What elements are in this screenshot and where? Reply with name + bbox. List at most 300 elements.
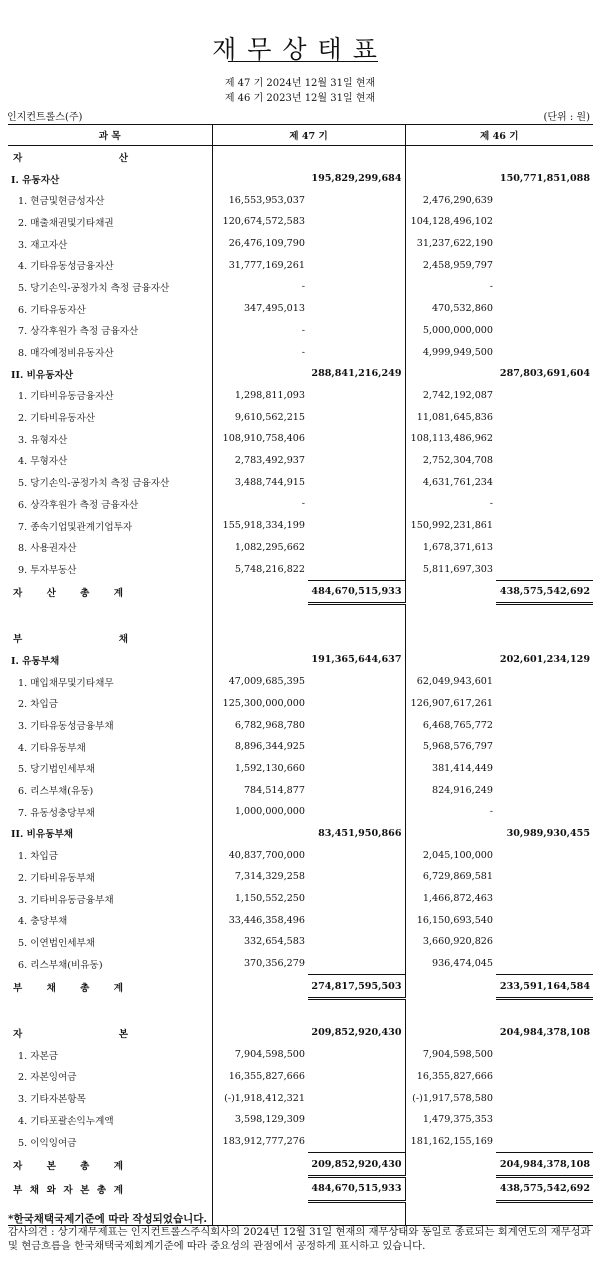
spread-char: 계 — [113, 982, 123, 994]
prior-subtotal-amount — [496, 1201, 593, 1225]
account-cell: 4. 충당부채 — [8, 909, 212, 931]
prior-subtotal-amount — [496, 736, 593, 758]
current-item-amount: 1,000,000,000 — [234, 806, 305, 818]
table-row — [8, 450, 593, 472]
prior-subtotal-amount — [496, 1066, 593, 1088]
current-item-amount — [212, 1022, 308, 1044]
current-subtotal-amount — [308, 146, 405, 168]
current-item-amount: 6,782,968,780 — [234, 719, 305, 731]
account-cell: 7. 유동성충당부채 — [8, 801, 212, 823]
spread-char: 부 — [13, 982, 23, 994]
prior-item-amount: 104,128,496,102 — [410, 216, 494, 228]
header-account: 과 목 — [8, 125, 212, 146]
table-row — [8, 975, 593, 999]
account-cell: 3. 유형자산 — [8, 428, 212, 450]
table-row — [8, 1153, 593, 1177]
account-cell: 2. 기타비유동자산 — [8, 406, 212, 428]
current-item-amount: 183,912,777,276 — [222, 1136, 305, 1148]
prior-subtotal-amount — [496, 146, 593, 168]
current-subtotal-amount — [308, 866, 405, 888]
account-cell: 5. 이익잉여금 — [8, 1131, 212, 1153]
current-item-amount — [212, 649, 308, 671]
current-subtotal-amount — [308, 254, 405, 276]
current-item-amount: 155,918,334,199 — [222, 520, 305, 532]
account-cell: 2. 차입금 — [8, 693, 212, 715]
table-row — [8, 823, 593, 845]
prior-subtotal-amount — [496, 1044, 593, 1066]
spread-char: 총 — [80, 1160, 90, 1172]
table-row — [8, 909, 593, 931]
current-subtotal-amount — [308, 1066, 405, 1088]
account-cell: 7. 종속기업및관계기업투자 — [8, 515, 212, 537]
prior-item-amount: 936,474,045 — [431, 958, 494, 970]
account-cell: 8. 사용권자산 — [8, 536, 212, 558]
prior-item-amount: 5,968,576,797 — [422, 741, 494, 753]
current-subtotal-amount — [308, 779, 405, 801]
prior-item-amount: 16,355,827,666 — [416, 1070, 494, 1082]
current-item-amount — [212, 627, 308, 649]
spread-char: 채 — [118, 634, 128, 646]
table-row — [8, 189, 593, 211]
spread-char: 자 — [63, 1184, 73, 1196]
prior-item-amount — [405, 363, 496, 385]
prior-item-amount — [405, 627, 496, 649]
footnote-basis: *한국채택국제기준에 따라 작성되었습니다. — [8, 1213, 208, 1225]
prior-item-amount: (-)1,917,578,580 — [412, 1092, 494, 1104]
current-subtotal-amount — [308, 189, 405, 211]
prior-item-amount: 470,532,860 — [431, 303, 494, 315]
spread-char: 자 — [13, 1028, 23, 1040]
table-row — [8, 276, 593, 298]
current-item-amount: 1,298,811,093 — [234, 389, 305, 401]
current-item-amount — [212, 168, 308, 190]
prior-subtotal-amount — [496, 714, 593, 736]
current-item-amount — [212, 1201, 308, 1225]
account-cell: 2. 기타비유동부채 — [8, 866, 212, 888]
prior-subtotal-amount: 30,989,930,455 — [506, 827, 591, 839]
account-cell: 4. 무형자산 — [8, 450, 212, 472]
current-subtotal-amount — [308, 428, 405, 450]
prior-item-amount — [405, 168, 496, 190]
prior-item-amount: 381,414,449 — [431, 762, 494, 774]
table-row — [8, 168, 593, 190]
current-subtotal-amount: 83,451,950,866 — [308, 823, 405, 845]
prior-subtotal-amount: 204,984,378,108 — [496, 1153, 593, 1177]
table-row — [8, 406, 593, 428]
spread-char: 자 — [13, 152, 23, 164]
prior-item-amount: 1,479,375,353 — [422, 1114, 494, 1126]
spacer-row — [8, 999, 593, 1023]
account-cell: II. 비유동자산 — [8, 363, 212, 385]
table-row — [8, 1066, 593, 1088]
prior-item-amount: 11,081,645,836 — [416, 411, 494, 423]
prior-item-amount: 150,992,231,861 — [410, 520, 494, 532]
table-row — [8, 341, 593, 363]
spread-char: 부 — [13, 1184, 23, 1196]
table-row — [8, 931, 593, 953]
account-cell: 1. 현금및현금성자산 — [8, 189, 212, 211]
prior-item-amount: 4,999,949,500 — [422, 346, 494, 358]
prior-item-amount — [405, 999, 496, 1023]
current-subtotal-amount: 288,841,216,249 — [308, 363, 405, 385]
current-item-amount — [212, 1153, 308, 1177]
account-cell: 4. 기타포괄손익누계액 — [8, 1109, 212, 1131]
prior-item-amount — [405, 604, 496, 628]
prior-item-amount — [405, 975, 496, 999]
spread-label — [11, 1026, 128, 1040]
current-subtotal-amount — [308, 385, 405, 407]
prior-subtotal-amount: 204,984,378,108 — [499, 1027, 591, 1039]
spread-char: 산 — [46, 588, 56, 600]
prior-subtotal-amount — [496, 493, 593, 515]
prior-item-amount — [405, 1176, 496, 1201]
table-row — [8, 385, 593, 407]
current-subtotal-amount — [308, 493, 405, 515]
account-cell: 5. 당기손익-공정가치 측정 금융자산 — [8, 471, 212, 493]
current-item-amount: 1,082,295,662 — [234, 541, 305, 553]
table-row — [8, 471, 593, 493]
current-subtotal-amount: 484,670,515,933 — [308, 580, 405, 604]
spread-char: 총 — [96, 1184, 107, 1196]
current-subtotal-amount — [308, 298, 405, 320]
prior-subtotal-amount — [496, 276, 593, 298]
prior-item-amount — [405, 1201, 496, 1225]
prior-subtotal-amount — [496, 515, 593, 537]
table-row — [8, 866, 593, 888]
prior-item-amount — [405, 146, 496, 168]
prior-subtotal-amount — [496, 1109, 593, 1131]
audit-opinion: 감사의견 : 상기재무제표는 인지컨트롤스주식회사의 2024년 12월 31일 현재의 재무상태와 동일로 종료되는 회계연도의 재무성과 및 현금흐름을 한국채택국제회계기준에 따라 중요성의 관점에서 공정하게 표시하고 있습니다. — [8, 1226, 591, 1252]
prior-item-amount: 108,113,486,962 — [410, 433, 494, 445]
spread-char: 본 — [46, 1160, 56, 1172]
header-current: 제 47 기 — [212, 125, 405, 146]
table-row — [8, 211, 593, 233]
table-row — [8, 1087, 593, 1109]
current-item-amount: 1,150,552,250 — [234, 893, 305, 905]
current-subtotal-amount — [308, 536, 405, 558]
current-item-amount: - — [301, 324, 305, 336]
table-row — [8, 758, 593, 780]
table-row — [8, 693, 593, 715]
prior-item-amount: 4,631,761,234 — [422, 476, 494, 488]
account-cell: 3. 기타자본항목 — [8, 1087, 212, 1109]
period-prior: 제 46 기 2023년 12월 31일 현재 — [224, 93, 376, 104]
table-row — [8, 320, 593, 342]
current-item-amount: 5,748,216,822 — [234, 563, 305, 575]
table-row — [8, 888, 593, 910]
account-cell: 6. 기타유동자산 — [8, 298, 212, 320]
current-subtotal-amount — [308, 211, 405, 233]
table-row — [8, 254, 593, 276]
prior-item-amount: 5,000,000,000 — [422, 324, 494, 336]
table-row — [8, 627, 593, 649]
current-item-amount: 33,446,358,496 — [228, 914, 305, 926]
spread-label — [11, 980, 123, 994]
account-cell: 4. 기타유동부채 — [8, 736, 212, 758]
prior-subtotal-amount — [496, 888, 593, 910]
current-item-amount: 40,837,700,000 — [228, 849, 305, 861]
account-cell: I. 유동자산 — [8, 168, 212, 190]
prior-item-amount — [405, 649, 496, 671]
prior-item-amount: 824,916,249 — [431, 784, 494, 796]
current-item-amount: - — [301, 281, 305, 293]
current-subtotal-amount — [308, 888, 405, 910]
account-cell — [8, 1176, 212, 1201]
prior-item-amount: 126,907,617,261 — [410, 697, 494, 709]
prior-subtotal-amount — [496, 558, 593, 580]
account-cell: 6. 리스부채(비유동) — [8, 953, 212, 975]
prior-subtotal-amount — [496, 953, 593, 975]
spread-label — [11, 1182, 123, 1196]
current-item-amount: - — [301, 498, 305, 510]
account-cell — [8, 1153, 212, 1177]
current-subtotal-amount — [308, 515, 405, 537]
prior-subtotal-amount — [496, 779, 593, 801]
prior-subtotal-amount — [496, 536, 593, 558]
spread-char: 계 — [113, 588, 123, 600]
account-cell: 5. 당기손익-공정가치 측정 금융자산 — [8, 276, 212, 298]
current-item-amount — [212, 999, 308, 1023]
account-cell: 1. 자본금 — [8, 1044, 212, 1066]
prior-item-amount: 1,678,371,613 — [422, 541, 494, 553]
prior-subtotal-amount — [496, 1087, 593, 1109]
page-title: 재무상태표 — [212, 35, 388, 64]
current-item-amount: 108,910,758,406 — [222, 433, 305, 445]
table-row — [8, 493, 593, 515]
prior-subtotal-amount — [496, 385, 593, 407]
spacer-row — [8, 604, 593, 628]
current-item-amount: 9,610,562,215 — [234, 411, 305, 423]
account-cell: 3. 기타비유동금융부채 — [8, 888, 212, 910]
account-cell: 5. 당기법인세부채 — [8, 758, 212, 780]
account-cell: 2. 자본잉여금 — [8, 1066, 212, 1088]
prior-item-amount: 2,752,304,708 — [422, 454, 494, 466]
current-item-amount: 7,314,329,258 — [234, 871, 305, 883]
current-item-amount: (-)1,918,412,321 — [224, 1092, 305, 1104]
prior-subtotal-amount — [496, 320, 593, 342]
prior-subtotal-amount — [496, 298, 593, 320]
account-cell: 9. 투자부동산 — [8, 558, 212, 580]
table-row — [8, 671, 593, 693]
spread-char: 총 — [80, 588, 90, 600]
prior-item-amount: 181,162,155,169 — [410, 1136, 494, 1148]
account-cell: 6. 리스부채(유동) — [8, 779, 212, 801]
current-item-amount — [212, 363, 308, 385]
spread-char: 계 — [113, 1184, 123, 1196]
table-row — [8, 801, 593, 823]
prior-subtotal-amount — [496, 627, 593, 649]
current-item-amount: 1,592,130,660 — [234, 762, 305, 774]
current-item-amount: 47,009,685,395 — [228, 676, 305, 688]
current-subtotal-amount — [308, 1131, 405, 1153]
account-cell: 7. 상각후원가 측정 금융자산 — [8, 320, 212, 342]
balance-sheet-table — [8, 124, 593, 1226]
account-cell: 8. 매각예정비유동자산 — [8, 341, 212, 363]
current-item-amount — [212, 975, 308, 999]
current-item-amount: 370,356,279 — [243, 958, 305, 970]
account-cell: II. 비유동부채 — [8, 823, 212, 845]
account-cell: 3. 재고자산 — [8, 233, 212, 255]
table-row — [8, 515, 593, 537]
account-cell — [8, 627, 212, 649]
current-item-amount: 8,896,344,925 — [234, 741, 305, 753]
account-cell: I. 유동부채 — [8, 649, 212, 671]
company-name: 인지컨트롤스(주) — [7, 112, 83, 123]
table-row — [8, 953, 593, 975]
prior-subtotal-amount: 287,803,691,604 — [499, 368, 591, 380]
prior-subtotal-amount — [496, 189, 593, 211]
prior-subtotal-amount — [496, 450, 593, 472]
current-subtotal-amount — [308, 1087, 405, 1109]
current-subtotal-amount — [308, 801, 405, 823]
account-cell — [8, 999, 212, 1023]
table-row — [8, 714, 593, 736]
prior-subtotal-amount: 438,575,542,692 — [496, 580, 593, 604]
account-cell — [8, 580, 212, 604]
current-subtotal-amount — [308, 558, 405, 580]
current-subtotal-amount: 484,670,515,933 — [308, 1176, 405, 1201]
account-cell: 2. 매출채권및기타채권 — [8, 211, 212, 233]
current-subtotal-amount — [308, 671, 405, 693]
current-item-amount: 125,300,000,000 — [222, 697, 305, 709]
spread-label — [11, 585, 123, 599]
spread-char: 산 — [118, 152, 128, 164]
current-subtotal-amount: 209,852,920,430 — [308, 1153, 405, 1177]
current-item-amount: 347,495,013 — [243, 303, 305, 315]
current-item-amount: 16,553,953,037 — [228, 194, 305, 206]
prior-item-amount: 2,045,100,000 — [422, 849, 494, 861]
prior-subtotal-amount — [496, 406, 593, 428]
current-subtotal-amount: 274,817,595,503 — [308, 975, 405, 999]
current-subtotal-amount — [308, 320, 405, 342]
prior-item-amount: 3,660,920,826 — [422, 936, 494, 948]
prior-item-amount: 5,811,697,303 — [422, 563, 494, 575]
table-row — [8, 536, 593, 558]
current-subtotal-amount: 195,829,299,684 — [308, 168, 405, 190]
table-row — [8, 1131, 593, 1153]
spread-label — [11, 1158, 123, 1172]
spread-char: 자 — [13, 588, 23, 600]
header-prior: 제 46 기 — [405, 125, 593, 146]
prior-subtotal-amount — [496, 866, 593, 888]
prior-item-amount: 31,237,622,190 — [416, 238, 494, 250]
current-item-amount: 332,654,583 — [243, 936, 305, 948]
spread-char: 본 — [118, 1028, 128, 1040]
prior-subtotal-amount — [496, 341, 593, 363]
table-row — [8, 363, 593, 385]
spread-char: 총 — [80, 982, 90, 994]
account-cell: 6. 상각후원가 측정 금융자산 — [8, 493, 212, 515]
prior-subtotal-amount — [496, 1131, 593, 1153]
table-row — [8, 298, 593, 320]
current-item-amount: 7,904,598,500 — [234, 1049, 305, 1061]
unit-label: (단위 : 원) — [543, 112, 590, 123]
spread-char: 계 — [113, 1160, 123, 1172]
current-subtotal-amount — [308, 406, 405, 428]
prior-item-amount: 6,468,765,772 — [422, 719, 494, 731]
current-subtotal-amount — [308, 736, 405, 758]
title-underline — [228, 61, 378, 62]
current-subtotal-amount — [308, 758, 405, 780]
account-cell: 3. 기타유동성금융부채 — [8, 714, 212, 736]
prior-subtotal-amount — [496, 428, 593, 450]
current-item-amount — [212, 146, 308, 168]
spread-char: 부 — [13, 634, 23, 646]
current-subtotal-amount — [308, 276, 405, 298]
account-cell — [8, 975, 212, 999]
prior-item-amount: - — [489, 806, 494, 818]
account-cell: 1. 매입채무및기타채무 — [8, 671, 212, 693]
prior-subtotal-amount — [496, 909, 593, 931]
prior-item-amount: - — [489, 281, 494, 293]
current-subtotal-amount — [308, 693, 405, 715]
current-item-amount — [212, 604, 308, 628]
table-row — [8, 779, 593, 801]
current-item-amount: - — [301, 346, 305, 358]
current-subtotal-amount: 191,365,644,637 — [308, 649, 405, 671]
prior-subtotal-amount: 438,575,542,692 — [496, 1176, 593, 1201]
table-row — [8, 1022, 593, 1044]
current-subtotal-amount — [308, 1044, 405, 1066]
current-subtotal-amount — [308, 714, 405, 736]
account-cell — [8, 146, 212, 168]
prior-subtotal-amount — [496, 758, 593, 780]
table-row — [8, 558, 593, 580]
current-item-amount: 16,355,827,666 — [228, 1070, 305, 1082]
table-row — [8, 146, 593, 168]
prior-item-amount: 6,729,869,581 — [422, 871, 494, 883]
current-subtotal-amount — [308, 604, 405, 628]
table-row — [8, 1109, 593, 1131]
prior-subtotal-amount: 150,771,851,088 — [499, 173, 591, 185]
current-item-amount: 3,488,744,915 — [234, 476, 305, 488]
current-item-amount: 31,777,169,261 — [228, 259, 305, 271]
prior-item-amount: 16,150,693,540 — [416, 914, 494, 926]
current-item-amount: 784,514,877 — [243, 784, 305, 796]
prior-item-amount — [405, 580, 496, 604]
period-current: 제 47 기 2024년 12월 31일 현재 — [224, 78, 376, 89]
prior-subtotal-amount — [496, 693, 593, 715]
spread-label — [11, 631, 128, 645]
prior-subtotal-amount — [496, 999, 593, 1023]
table-row — [8, 233, 593, 255]
table-row — [8, 736, 593, 758]
prior-subtotal-amount — [496, 931, 593, 953]
prior-subtotal-amount — [496, 604, 593, 628]
prior-item-amount — [405, 1153, 496, 1177]
prior-subtotal-amount: 233,591,164,584 — [496, 975, 593, 999]
prior-subtotal-amount: 202,601,234,129 — [499, 654, 591, 666]
spread-char: 본 — [80, 1184, 90, 1196]
prior-item-amount — [405, 1022, 496, 1044]
prior-item-amount: - — [489, 498, 494, 510]
current-subtotal-amount — [308, 909, 405, 931]
prior-subtotal-amount — [496, 671, 593, 693]
prior-subtotal-amount — [496, 471, 593, 493]
prior-item-amount: 2,476,290,639 — [422, 194, 494, 206]
spread-char: 자 — [13, 1160, 23, 1172]
table-row — [8, 1044, 593, 1066]
current-subtotal-amount — [308, 999, 405, 1023]
prior-subtotal-amount — [496, 844, 593, 866]
account-cell: 4. 기타유동성금융자산 — [8, 254, 212, 276]
current-subtotal-amount — [308, 931, 405, 953]
table-header-row — [8, 125, 593, 146]
current-subtotal-amount — [308, 1201, 405, 1225]
current-item-amount: 26,476,109,790 — [228, 238, 305, 250]
current-subtotal-amount — [308, 627, 405, 649]
current-item-amount — [212, 580, 308, 604]
